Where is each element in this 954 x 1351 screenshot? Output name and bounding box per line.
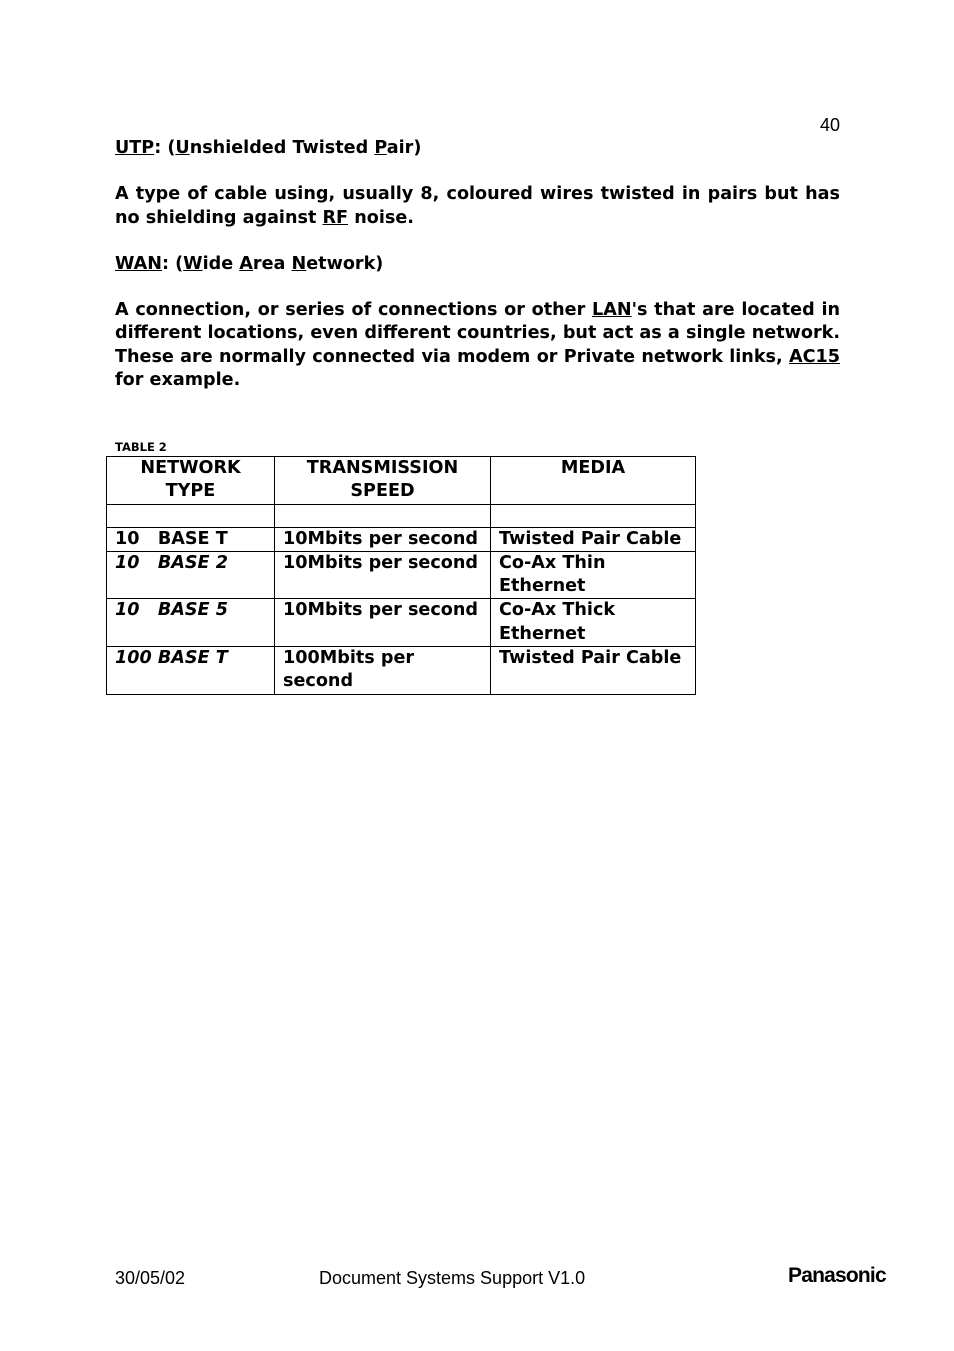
footer-date: 30/05/02 [115,1268,186,1288]
utp-def-text: A type of cable using, usually 8, coloured wires twisted in pairs but has no shielding against [115,184,840,228]
speed-cell: 10Mbits per second [275,527,491,551]
utp-colon: : ( [154,138,176,158]
document-body [115,137,840,415]
page-number: 40 [819,115,840,135]
table-row [107,647,696,695]
network-type-cell: 10 BASE T [107,527,275,551]
wan-letter-a: A [239,253,253,274]
media-cell: Twisted Pair Cable [491,527,696,551]
wan-colon: : ( [161,253,184,274]
wan-letter-n: N [291,253,307,274]
utp-heading [115,137,840,160]
table-cell [107,504,275,527]
speed-cell: 100Mbits per second [275,647,491,695]
table-cell [491,504,696,527]
header-network-type: NETWORK TYPE [107,457,275,505]
table-row [107,599,696,647]
wan-letter-w: W [183,253,203,274]
table-empty-row [107,504,696,527]
lan-link[interactable]: LAN [592,300,632,321]
media-cell: Co-Ax Thick Ethernet [491,599,696,647]
table-caption: TABLE 2 [115,440,167,454]
table-row [107,551,696,599]
wan-heading [115,253,840,276]
utp-definition [115,183,840,230]
table-header-row [107,457,696,505]
utp-letter-p: P [374,138,387,158]
footer-doc-title: Document Systems Support V1.0 [319,1268,586,1288]
wan-def-mid: 's that are located in different locations, even different countries, but act as a single network. These are normally connected via modem or Private network links, [115,300,840,367]
ac15-link[interactable]: AC15 [788,346,840,367]
utp-rest2: air) [386,138,422,158]
media-cell: Twisted Pair Cable [491,647,696,695]
wan-term-link[interactable]: WAN [115,253,162,274]
wan-def-text: A connection, or series of connections or other [115,300,593,321]
network-type-cell: 10 BASE 5 [107,599,275,647]
table-cell [275,504,491,527]
wan-rest3: etwork) [306,253,384,274]
header-transmission-speed: TRANSMISSION SPEED [275,457,491,505]
panasonic-logo: Panasonic [788,1264,886,1287]
wan-rest1: ide [202,253,240,274]
utp-def-end: noise. [348,207,414,228]
network-types-table [106,456,696,695]
table-row [107,527,696,551]
rf-link[interactable]: RF [322,207,349,228]
network-type-cell: 100 BASE T [107,647,275,695]
speed-cell: 10Mbits per second [275,599,491,647]
speed-cell: 10Mbits per second [275,551,491,599]
wan-def-end: for example. [115,370,241,391]
network-type-cell: 10 BASE 2 [107,551,275,599]
utp-letter-u: U [175,138,190,158]
header-media: MEDIA [491,457,696,505]
wan-definition [115,299,840,392]
utp-term-link[interactable]: UTP [115,138,155,158]
utp-rest1: nshielded Twisted [189,138,375,158]
media-cell: Co-Ax Thin Ethernet [491,551,696,599]
wan-rest2: rea [252,253,292,274]
